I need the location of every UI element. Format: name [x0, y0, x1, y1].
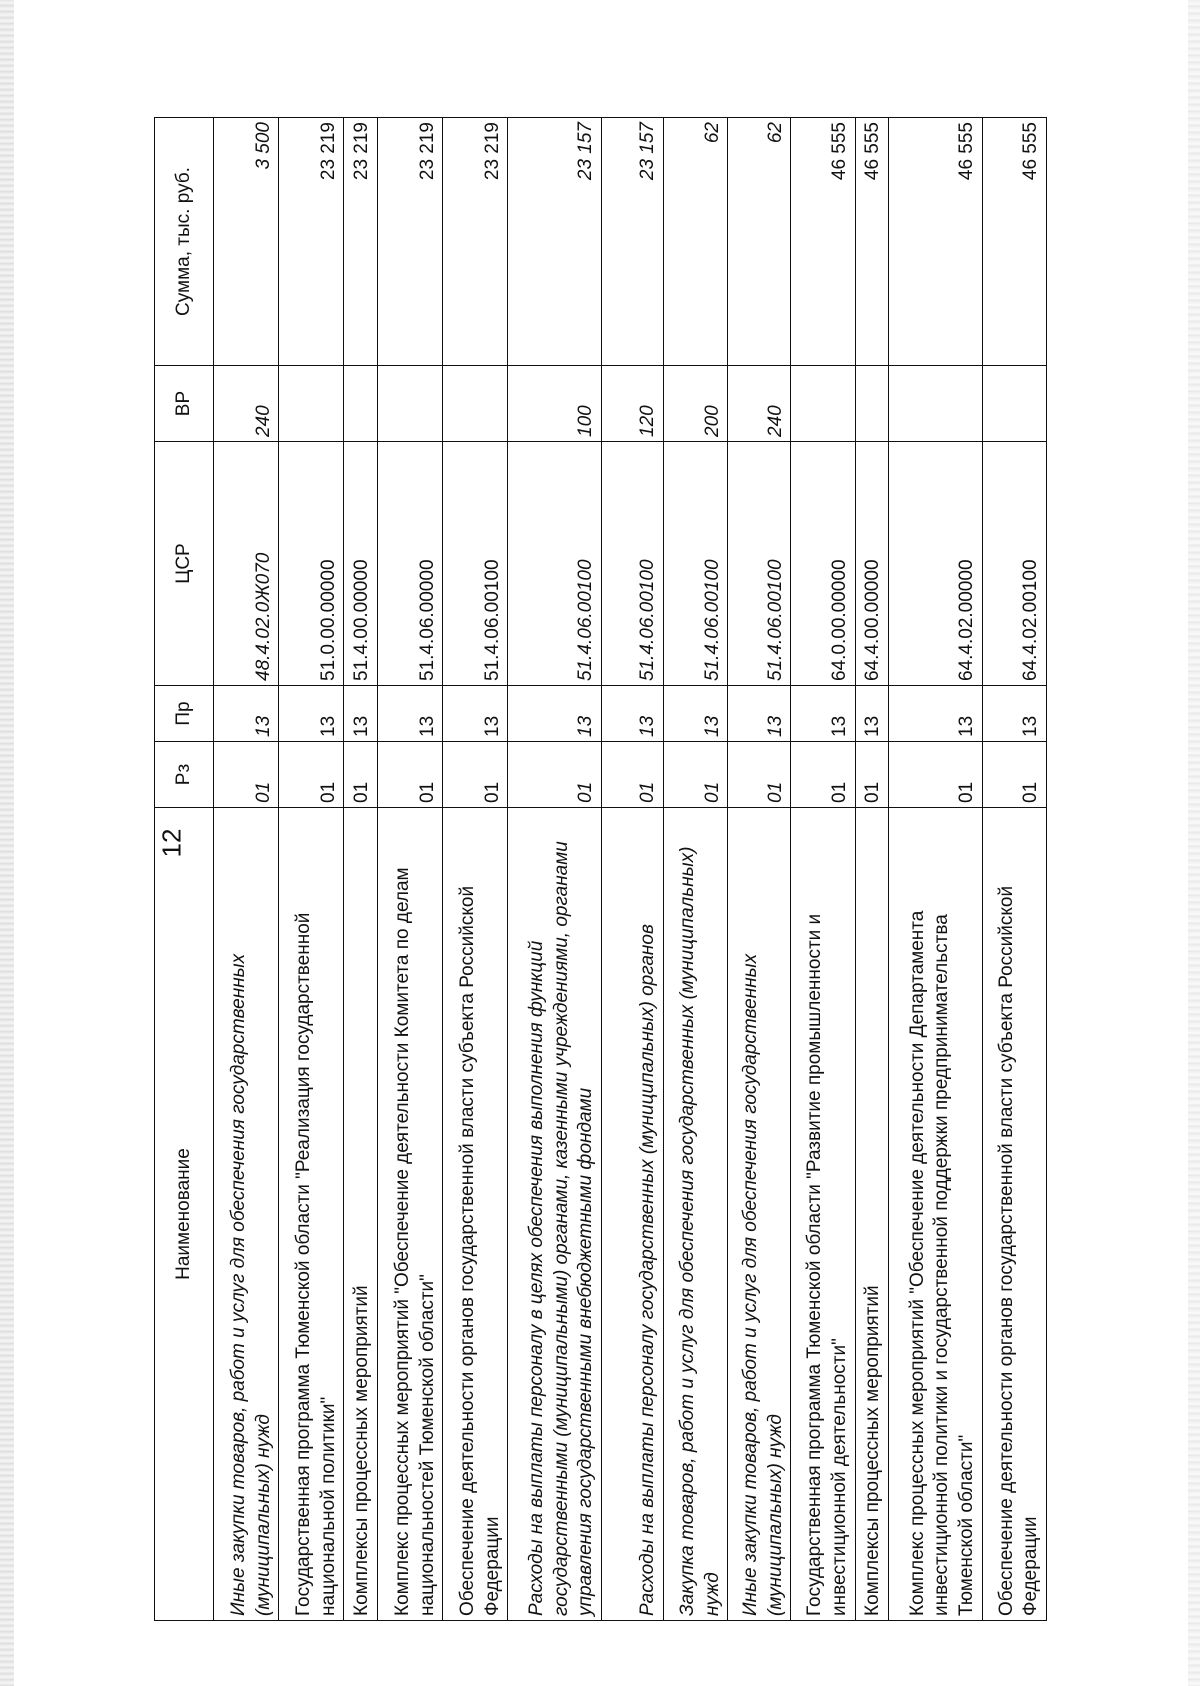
row-name: Комплекс процессных мероприятий "Обеспечение деятельности Комитета по делам национальностей Тюменской области" — [378, 808, 443, 1621]
header-rz: Рз — [155, 742, 214, 808]
scan-edge-left — [0, 0, 14, 1686]
row-sum: 46 555 — [855, 118, 889, 366]
table-row — [279, 118, 344, 1621]
row-csr: 51.4.06.00100 — [728, 442, 791, 686]
row-pr: 13 — [728, 686, 791, 742]
table-row — [889, 118, 983, 1621]
row-rz: 01 — [344, 742, 378, 808]
row-pr: 13 — [344, 686, 378, 742]
row-pr: 13 — [664, 686, 728, 742]
row-vr — [855, 366, 889, 442]
row-csr: 51.4.00.00000 — [344, 442, 378, 686]
row-csr: 51.4.06.00100 — [443, 442, 508, 686]
row-pr: 13 — [855, 686, 889, 742]
row-rz: 01 — [791, 742, 855, 808]
row-name: Закупка товаров, работ и услуг для обеспечения государственных (муниципальных) нужд — [664, 808, 728, 1621]
row-sum: 23 219 — [443, 118, 508, 366]
row-sum: 46 555 — [889, 118, 983, 366]
row-rz: 01 — [508, 742, 602, 808]
row-name: Комплексы процессных мероприятий — [344, 808, 378, 1621]
row-sum: 23 157 — [508, 118, 602, 366]
row-rz: 01 — [214, 742, 279, 808]
row-sum: 23 157 — [602, 118, 664, 366]
row-rz: 01 — [889, 742, 983, 808]
table-row — [508, 118, 602, 1621]
table-row — [378, 118, 443, 1621]
row-vr — [344, 366, 378, 442]
row-sum: 23 219 — [279, 118, 344, 366]
scan-edge-right — [1188, 0, 1200, 1686]
row-csr: 48.4.02.0Ж070 — [214, 442, 279, 686]
row-csr: 64.4.02.00000 — [889, 442, 983, 686]
row-sum: 62 — [664, 118, 728, 366]
row-vr: 240 — [214, 366, 279, 442]
table-row — [791, 118, 855, 1621]
row-rz: 01 — [443, 742, 508, 808]
row-sum: 3 500 — [214, 118, 279, 366]
table-row — [443, 118, 508, 1621]
header-pr: Пр — [155, 686, 214, 742]
row-vr: 120 — [602, 366, 664, 442]
table-body — [214, 118, 1047, 1621]
row-csr: 51.0.00.00000 — [279, 442, 344, 686]
row-pr: 13 — [279, 686, 344, 742]
row-sum: 23 219 — [344, 118, 378, 366]
row-name: Иные закупки товаров, работ и услуг для обеспечения государственных (муниципальных) нужд — [728, 808, 791, 1621]
table-row — [855, 118, 889, 1621]
row-pr: 13 — [602, 686, 664, 742]
row-rz: 01 — [602, 742, 664, 808]
row-pr: 13 — [982, 686, 1046, 742]
row-pr: 13 — [214, 686, 279, 742]
table-header-row — [155, 118, 214, 1621]
row-rz: 01 — [279, 742, 344, 808]
budget-table — [154, 117, 1047, 1621]
row-csr: 64.4.00.00000 — [855, 442, 889, 686]
row-pr: 13 — [378, 686, 443, 742]
table-row — [214, 118, 279, 1621]
row-csr: 51.4.06.00100 — [602, 442, 664, 686]
row-vr — [378, 366, 443, 442]
header-name: Наименование — [155, 808, 214, 1621]
table-row — [982, 118, 1046, 1621]
row-sum: 62 — [728, 118, 791, 366]
table-row — [664, 118, 728, 1621]
row-vr — [889, 366, 983, 442]
table-row — [728, 118, 791, 1621]
row-rz: 01 — [378, 742, 443, 808]
header-vr: ВР — [155, 366, 214, 442]
row-sum: 46 555 — [791, 118, 855, 366]
row-pr: 13 — [508, 686, 602, 742]
row-vr — [791, 366, 855, 442]
page-number: 12 — [156, 828, 187, 858]
row-sum: 23 219 — [378, 118, 443, 366]
row-name: Расходы на выплаты персоналу государственных (муниципальных) органов — [602, 808, 664, 1621]
row-sum: 46 555 — [982, 118, 1046, 366]
row-vr — [982, 366, 1046, 442]
row-rz: 01 — [664, 742, 728, 808]
row-pr: 13 — [791, 686, 855, 742]
row-pr: 13 — [889, 686, 983, 742]
row-name: Расходы на выплаты персоналу в целях обеспечения выполнения функций государственными (муниципальными) органами, казенными учреждениями, органами управления государственными внебюджетными фондами — [508, 808, 602, 1621]
row-vr — [443, 366, 508, 442]
row-name: Обеспечение деятельности органов государственной власти субъекта Российской Федерации — [982, 808, 1046, 1621]
row-csr: 64.0.00.00000 — [791, 442, 855, 686]
row-rz: 01 — [728, 742, 791, 808]
table-row — [602, 118, 664, 1621]
row-rz: 01 — [855, 742, 889, 808]
row-csr: 51.4.06.00100 — [508, 442, 602, 686]
row-csr: 51.4.06.00000 — [378, 442, 443, 686]
row-name: Комплексы процессных мероприятий — [855, 808, 889, 1621]
row-pr: 13 — [443, 686, 508, 742]
header-csr: ЦСР — [155, 442, 214, 686]
table-row — [344, 118, 378, 1621]
row-vr — [279, 366, 344, 442]
row-name: Иные закупки товаров, работ и услуг для обеспечения государственных (муниципальных) нужд — [214, 808, 279, 1621]
row-name: Государственная программа Тюменской области "Развитие промышленности и инвестиционной деятельности" — [791, 808, 855, 1621]
row-vr: 200 — [664, 366, 728, 442]
row-csr: 51.4.06.00100 — [664, 442, 728, 686]
row-rz: 01 — [982, 742, 1046, 808]
row-vr: 240 — [728, 366, 791, 442]
row-name: Обеспечение деятельности органов государственной власти субъекта Российской Федерации — [443, 808, 508, 1621]
row-csr: 64.4.02.00100 — [982, 442, 1046, 686]
row-vr: 100 — [508, 366, 602, 442]
row-name: Комплекс процессных мероприятий "Обеспечение деятельности Департамента инвестиционной политики и государственной поддержки предпринимательства Тюменской области" — [889, 808, 983, 1621]
header-sum: Сумма, тыс. руб. — [155, 118, 214, 366]
row-name: Государственная программа Тюменской области "Реализация государственной национальной политики" — [279, 808, 344, 1621]
budget-table-container — [154, 118, 1047, 1621]
